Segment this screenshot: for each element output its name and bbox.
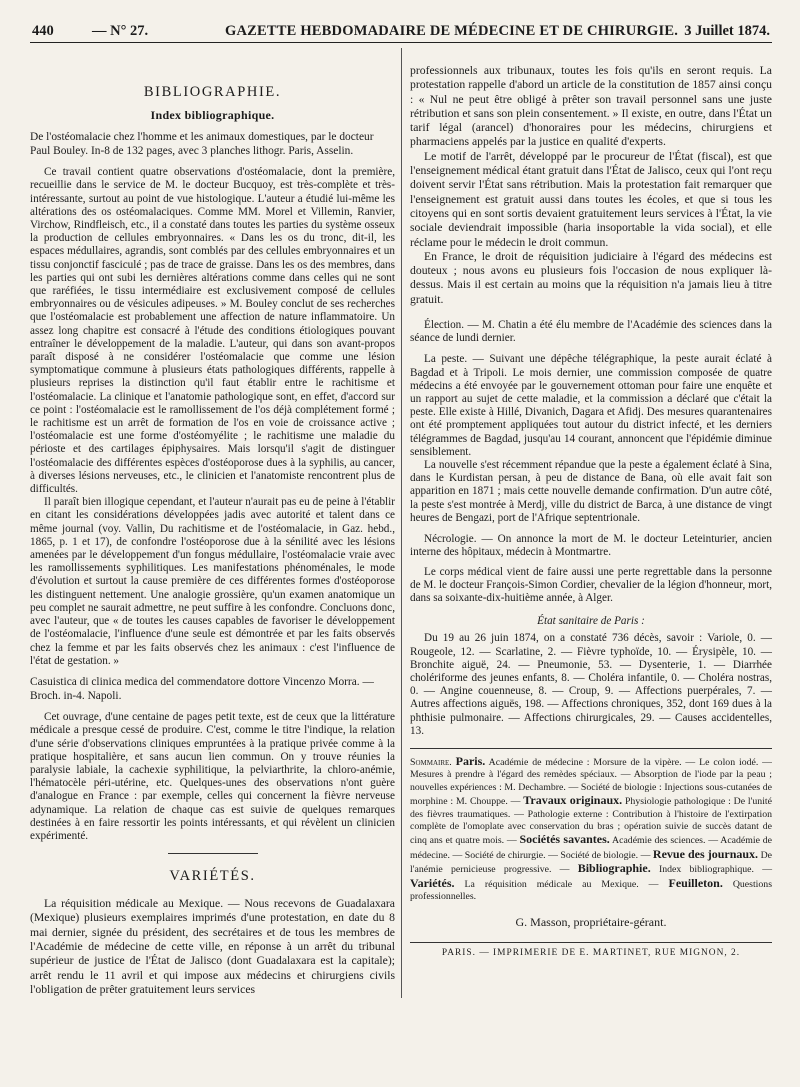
- sommaire-part: La réquisition médicale au Mexique. —: [454, 878, 669, 890]
- etat-sanitaire-heading: État sanitaire de Paris :: [537, 615, 645, 628]
- imprint-rule: [410, 942, 772, 943]
- etat-sanitaire-body: Du 19 au 26 juin 1874, on a constaté 736 décès, savoir : Variole, 0. — Rougeole, 12. — Scarlatine, 2. — Fièvre typhoïde, 10. — Érysipèle, 10. — Bronchite aiguë, 24. — Pneumonie, 53. — Dysenterie, 1. — Diarrhée cholériforme des jeunes enfants, 8. — Choléra infantile, 0. — Choléra nostras, 0. — Angine couenneuse, 8. — Croup, 9. — Affections puerpérales, 7. — Autres affections aiguës, 198. — Affections chroniques, 352, dont 169 dues à la phthisie pulmonaire. — Affections chirurgicales, 29. — Causes accidentelles, 13.: [410, 632, 772, 737]
- sommaire-paris: Paris.: [455, 753, 486, 768]
- sommaire-part: Académie des sciences. — Académie de médecine. — Société de chirurgie. — Société de biologie. —: [410, 835, 772, 861]
- sommaire-part: Physiologie pathologique : De l'unité des fièvres traumatiques. — Pathologie externe : Contribution à l'histoire de l'extirpation complète de l'omoplate avec conservation du bras ; opération suivie de succès datant de cinq ans et quatre mois. —: [410, 796, 773, 847]
- sommaire-rule: [410, 748, 772, 749]
- sommaire-travaux: Travaux originaux.: [523, 793, 623, 808]
- article-paragraph: professionnels aux tribunaux, toutes les fois qu'ils en seront requis. La protestation rappelle d'abord un article de la constitution de 1857 ainsi conçu : « Nul ne peut être obligé à prêter son travail personnel sans une juste rétribution et sans son plein consentement. » Il existe, en outre, dans l'État un tarif légal (arancel) d'honoraires pour les médecins, chirurgiens et pharmaciens appelés par la justice en qualité d'experts.: [410, 64, 772, 149]
- section-title-bibliographie: BIBLIOGRAPHIE.: [143, 84, 282, 100]
- sommaire: [410, 755, 772, 903]
- gerant-signature: G. Masson, propriétaire-gérant.: [515, 915, 667, 930]
- printer-imprint: PARIS. — IMPRIMERIE DE E. MARTINET, RUE MIGNON, 2.: [441, 948, 741, 959]
- sommaire-part: Index bibliographique. —: [650, 864, 772, 876]
- left-column: [30, 54, 395, 1087]
- running-header: [30, 20, 772, 43]
- article-paragraph: Le motif de l'arrêt, développé par le procureur de l'État (fiscal), est que l'enseignement médical étant gratuit dans l'État de Jalisco, ceux qui l'ont reçu doivent servir l'État sans rétribution. Mais la protestation fait remarquer que l'enseignement est gratuit aussi dans toutes les écoles, et que si tous les citoyens qui en sont sortis devaient gratuitement leurs services à l'État, la vie sociale deviendrait impossible (haria insoportable la vida social), et elle réclame pour le médecin le droit commun.: [410, 149, 772, 249]
- page-number: 440: [32, 23, 54, 39]
- sommaire-part: Questions professionnelles.: [410, 878, 773, 902]
- sommaire-varietes: Variétés.: [410, 875, 455, 890]
- column-divider: [401, 48, 402, 998]
- sommaire-part: De l'anémie pernicieuse progressive. —: [410, 849, 772, 876]
- issue-number: — N° 27.: [92, 23, 149, 39]
- review-paragraph: Cet ouvrage, d'une centaine de pages petit texte, est de ceux que la littérature médicale a presque cessé de produire. C'est, comme le titre l'indique, la relation d'une série d'observations cliniques empruntées à la pratique privée comme à la pratique hospitalière, et sans aucun lien commun. On y trouve réunies la paralysie labiale, la cachexie syphilitique, la pelviarthrite, la chloro-anémie, l'hématocèle péri-utérine, etc. Quelques-unes des observations n'ont guère d'analogue en France : par exemple, celles qui concernent la fièvre nerveuse adynamique. La relation de chaque cas est suivie de quelques remarques destinées à en faire ressortir les points intéressants, et qui révèlent un clinicien expérimenté.: [30, 711, 395, 842]
- sommaire-societes: Sociétés savantes.: [519, 832, 610, 847]
- review-paragraph: Ce travail contient quatre observations d'ostéomalacie, dont la première, recueillie dans le service de M. le docteur Bucquoy, est très-complète et très-intéressante, surtout au point de vue histologique. L'auteur a étudié lui-même les altérations des os ostéomalaciques. Comme MM. Morel et Villemin, Ranvier, Virchow, Rindfleisch, etc., il a constaté dans toutes les parties du système osseux la production de cellules embryonnaires. « Dans les os du tronc, dit-il, les espaces médullaires, agrandis, sont comblés par des cellules embryonnaires et un tissu conjonctif fasciculé ; pas de trace de graisse. Dans les os des membres, dans les parties qui ont subi les dernières altérations comme dans celles qui ne sont que raréfiées, le tissu intermédiaire est exclusivement composé de cellules embryonnaires ou de vésicules adipeuses. » M. Bouley conclut de ses recherches que l'ostéomalacie est probablement une affection de nature inflammatoire. Un assez long chapitre est consacré à l'étude des conditions étiologiques pouvant entraîner le développement de la maladie. L'auteur, qui dans son avant-propos paraît disposé à ne considérer l'ostéomalacie que comme une lésion symptomatique commune à plusieurs états pathologiques différents, rappelle à plusieurs reprises la distinction qu'il faut établir entre le rachitisme et l'ostéomalacie. La clinique et l'anatomie pathologique sont, en effet, d'accord sur ce point : l'ostéomalacie est le ramollissement de l'os déjà complétement formé ; le rachitisme est un arrêt de formation de l'os en voie de croissance active ; l'ostéomalacie est une forme d'ostéomyélite ; le rachitisme une maladie du périoste et des cartilages épiphysaires. Mais lorsqu'il s'agit de distinguer l'ostéomalacie des différentes espèces d'ostéoporose dues à la syphilis, au cancer, à diverses lésions nerveuses, etc., le clinicien et l'anatomiste rencontrent plus de difficultés.: [30, 166, 395, 496]
- sommaire-feuilleton: Feuilleton.: [668, 875, 723, 890]
- book-reference: De l'ostéomalacie chez l'homme et les animaux domestiques, par le docteur Paul Bouley. In-8 de 132 pages, avec 3 planches lithogr. Paris, Asselin.: [30, 131, 374, 157]
- article-paragraph: En France, le droit de réquisition judiciaire à l'égard des médecins est douteux ; nous avons eu plusieurs fois l'occasion de nous expliquer là-dessus. Mais il est certain au moins que la réquisition n'a jamais lieu à titre gratuit.: [410, 249, 772, 306]
- review-paragraph: Il paraît bien illogique cependant, et l'auteur n'aurait pas eu de peine à l'établir en citant les considérations développées jadis avec autorité et talent dans ce même journal (voy. Vallin, Du rachitisme et de l'ostéomalacie, in Gaz. hebd., 1865, p. 1 et 17), de confondre l'ostéoporose due à la sénilité avec les lésions amenées par le développement d'un fongus médullaire, l'ostéomalacie vraie avec les ramollissements syphilitiques. Les manifestations phénoménales, le mode d'évolution et surtout la cause première de ces différentes formes d'ostéoporose les distinguent nettement. Une analogie grossière, qu'un examen anatomique un peu complet ne saurait admettre, ne peut suffire à les confondre. Concluons donc, avec l'auteur, que « de toutes les causes capables de favoriser le développement de l'ostéomalacie, l'influence d'une seule est démontrée et par les faits observés chez la femme et par les faits observés chez les animaux : c'est l'influence de l'état de gestation. »: [30, 496, 395, 667]
- news-item-peste-followup: La nouvelle s'est récemment répandue que la peste a également éclaté à Sina, dans le Kurdistan persan, à peu de distance de Bana, où elle avait fait son apparition en 1871 ; mais cette nouvelle demande confirmation. D'un autre côté, la peste s'est montrée à Merdj, ville du district de Barca, à une distance de vingt heures de Bengazi, port de l'Afrique septentrionale.: [410, 459, 772, 524]
- news-item-necrologie: Nécrologie. — On annonce la mort de M. le docteur Leteinturier, ancien interne des hôpitaux, médecin à Montmartre.: [410, 533, 772, 559]
- issue-date: 3 Juillet 1874.: [684, 23, 770, 39]
- section-title-varietes: VARIÉTÉS.: [169, 868, 256, 885]
- article-paragraph: La réquisition médicale au Mexique. — Nous recevons de Guadalaxara (Mexique) plusieurs exemplaires imprimés d'une protestation, en date du 8 mai dernier, signée du président, des secrétaires et de tous les membres de l'Académie de médecine de cette ville, en réponse à un arrêt du tribunal supérieur de justice de l'État de Jalisco (dont Guadalaxara est la capitale); arrêt rendu le 11 avril et qui impose aux médecins et chirurgiens civils l'obligation de prêter gratuitement leurs services: [30, 897, 395, 996]
- sommaire-revue: Revue des journaux.: [652, 846, 759, 861]
- book-reference: Casuistica di clinica medica del commendatore dottore Vincenzo Morra. — Broch. in-4. Napoli.: [30, 675, 374, 702]
- news-item-election: Élection. — M. Chatin a été élu membre de l'Académie des sciences dans la séance de lundi dernier.: [410, 319, 772, 345]
- right-column: [410, 54, 772, 1087]
- section-separator: [168, 853, 258, 854]
- sommaire-bibliographie: Bibliographie.: [577, 861, 651, 876]
- news-item-necrologie-followup: Le corps médical vient de faire aussi une perte regrettable dans la personne de M. le docteur François-Simon Cordier, chevalier de la légion d'honneur, mort, dans sa soixante-dix-huitième année, à Alger.: [410, 565, 772, 604]
- sommaire-part: Académie de médecine : Morsure de la vipère. — Le colon iodé. — Mesures à prendre à l'égard des remèdes spéciaux. — Absorption de l'iode par la peau ; nouvelles expériences : M. Dechambre. — Société de biologie : Injections sous-cutanées de morphine : M. Chouppe. —: [410, 756, 772, 808]
- index-bibliographique-heading: Index bibliographique.: [150, 108, 275, 122]
- sommaire-label: Sommaire.: [410, 756, 452, 768]
- news-item-peste: La peste. — Suivant une dépêche télégraphique, la peste aurait éclaté à Bagdad et à Tripoli. Le mois dernier, une commission composée de quatre médecins a été envoyée par le gouvernement ottoman pour faire une enquête et un rapport au sujet de cette maladie, et la commission a déclaré que c'était la peste. Elle existe à Hillé, Divanich, Dagara et Afidj. Des mesures quarantenaires ont été promptement appliquées tout autour du district infecté, et les derniers télégrammes de Bagdad, jusqu'au 14 courant, annoncent que l'épidémie diminue sensiblement.: [410, 353, 772, 458]
- journal-title: GAZETTE HEBDOMADAIRE DE MÉDECINE ET DE CHIRURGIE.: [225, 23, 679, 39]
